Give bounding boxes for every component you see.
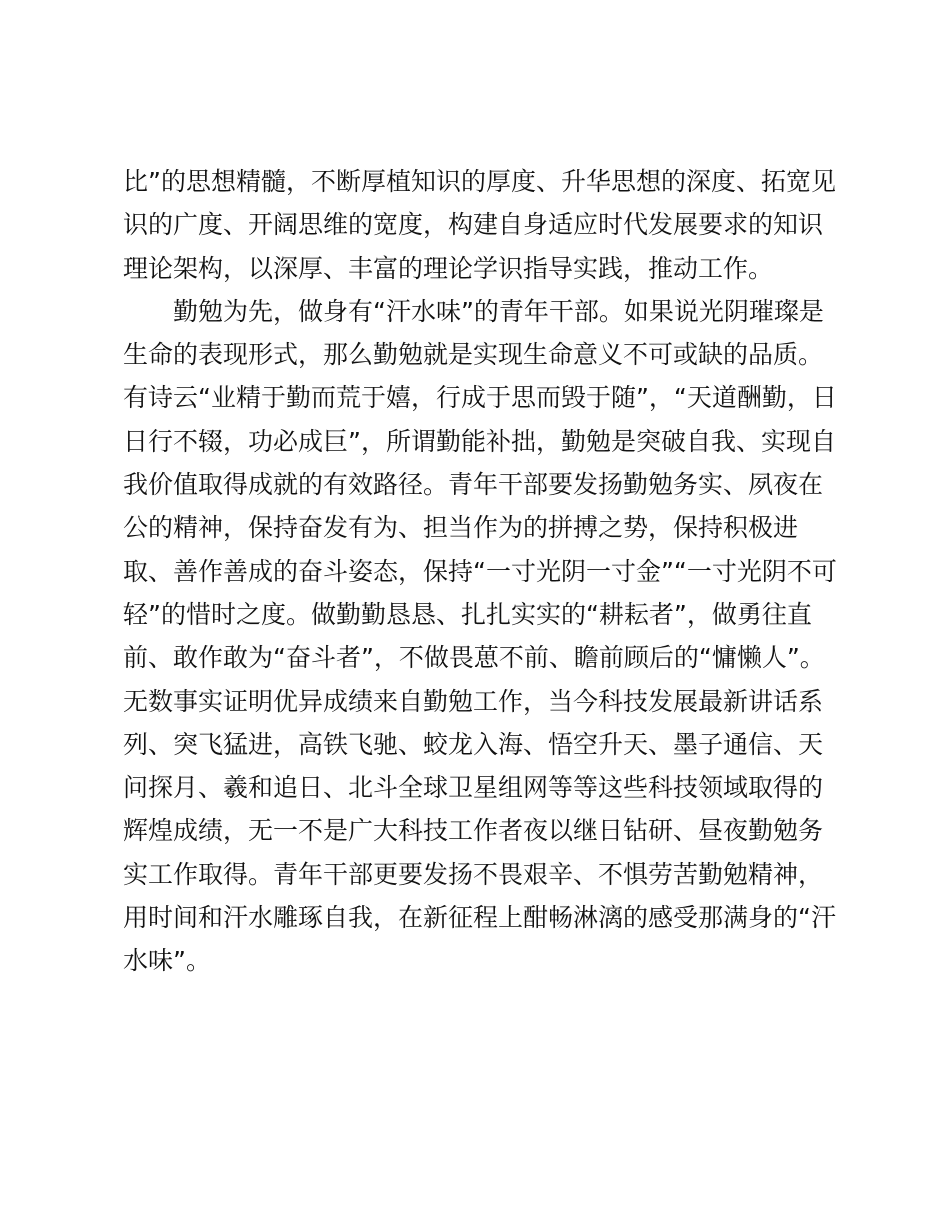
- text-line: 问探月、羲和追日、北斗全球卫星组网等等这些科技领域取得的: [123, 773, 824, 803]
- text-line: 轻”的惜时之度。做勤勤恳恳、扎扎实实的“耕耘者”，做勇往直: [123, 599, 812, 629]
- text-line: 比”的思想精髓，不断厚植知识的厚度、升华思想的深度、拓宽见: [123, 167, 836, 196]
- text-line: 理论架构，以深厚、丰富的理论学识指导实践，推动工作。: [123, 253, 774, 283]
- text-line: 日行不辍，功必成巨”，所谓勤能补拙，勤勉是突破自我、实现自: [123, 426, 836, 456]
- text-line: 用时间和汗水雕琢自我，在新征程上酣畅淋漓的感受那满身的“汗: [123, 903, 836, 933]
- text-line: 识的广度、开阔思维的宽度，构建自身适应时代发展要求的知识: [123, 210, 824, 240]
- text-line: 列、突飞猛进，高铁飞驰、蛟龙入海、悟空升天、墨子通信、天: [123, 729, 824, 759]
- text-line: 辉煌成绩，无一不是广大科技工作者夜以继日钻研、昼夜勤勉务: [123, 816, 824, 846]
- text-line: 我价值取得成就的有效路径。青年干部要发扬勤勉务实、夙夜在: [123, 470, 824, 500]
- text-line: 取、善作善成的奋斗姿态，保持“一寸光阴一寸金”“一寸光阴不可: [123, 556, 837, 586]
- text-line: 前、敢作敢为“奋斗者”，不做畏葸不前、瞻前顾后的“慵懒人”。: [123, 643, 825, 673]
- text-line: 生命的表现形式，那么勤勉就是实现生命意义不可或缺的品质。: [123, 340, 824, 370]
- body-text: [123, 160, 843, 983]
- text-line: 水味”。: [123, 946, 211, 976]
- text-line: 有诗云“业精于勤而荒于嬉，行成于思而毁于随”，“天道酬勤，日: [123, 383, 837, 413]
- text-line: 无数事实证明优异成绩来自勤勉工作，当今科技发展最新讲话系: [123, 686, 824, 716]
- text-line: 实工作取得。青年干部更要发扬不畏艰辛、不惧劳苦勤勉精神，: [123, 859, 824, 889]
- paragraph-start-line: 勤勉为先，做身有“汗水味”的青年干部。如果说光阴璀璨是: [123, 296, 824, 326]
- text-line: 公的精神，保持奋发有为、担当作为的拼搏之势，保持积极进: [123, 513, 799, 543]
